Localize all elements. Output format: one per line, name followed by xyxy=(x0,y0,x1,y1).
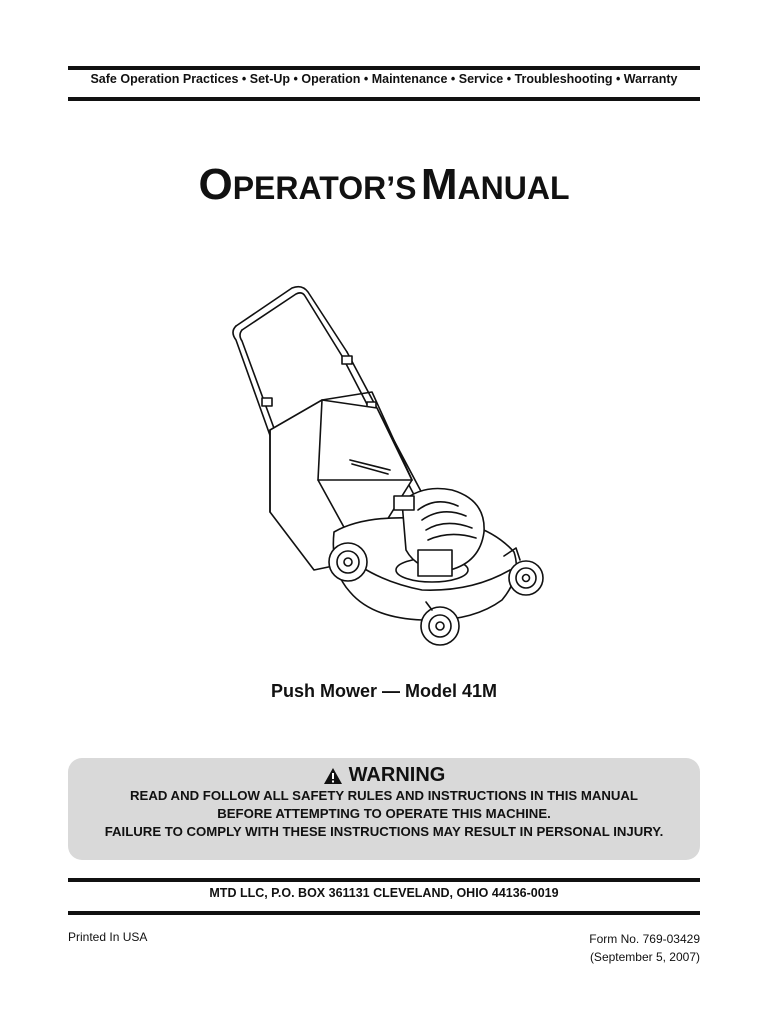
warning-triangle-icon xyxy=(323,767,343,785)
warning-line-2: BEFORE ATTEMPTING TO OPERATE THIS MACHINE. xyxy=(217,806,551,821)
form-date: (September 5, 2007) xyxy=(589,950,700,964)
warning-line-3: FAILURE TO COMPLY WITH THESE INSTRUCTIONS MAY RESULT IN PERSONAL INJURY. xyxy=(104,824,664,839)
footer-rule-lower xyxy=(68,911,700,915)
printed-in-usa: Printed In USA xyxy=(68,930,148,944)
warning-heading-text: WARNING xyxy=(348,764,446,786)
push-mower-illustration xyxy=(222,280,552,660)
topics-line: Safe Operation Practices • Set-Up • Operation • Maintenance • Service • Troubleshooting • Warranty xyxy=(90,72,678,86)
warning-box xyxy=(68,758,700,860)
company-address: MTD LLC, P.O. BOX 361131 CLEVELAND, OHIO 44136-0019 xyxy=(209,886,559,900)
form-info xyxy=(589,930,700,966)
footer-rule-upper xyxy=(68,878,700,882)
form-number: Form No. 769-03429 xyxy=(589,932,700,946)
warning-heading xyxy=(68,764,700,787)
top-rule-upper xyxy=(68,66,700,70)
manual-title: OPERATOR’S MANUAL xyxy=(198,160,570,209)
top-rule-lower xyxy=(68,97,700,101)
warning-line-1: READ AND FOLLOW ALL SAFETY RULES AND INSTRUCTIONS IN THIS MANUAL xyxy=(130,788,638,803)
product-subtitle: Push Mower — Model 41M xyxy=(270,681,498,701)
